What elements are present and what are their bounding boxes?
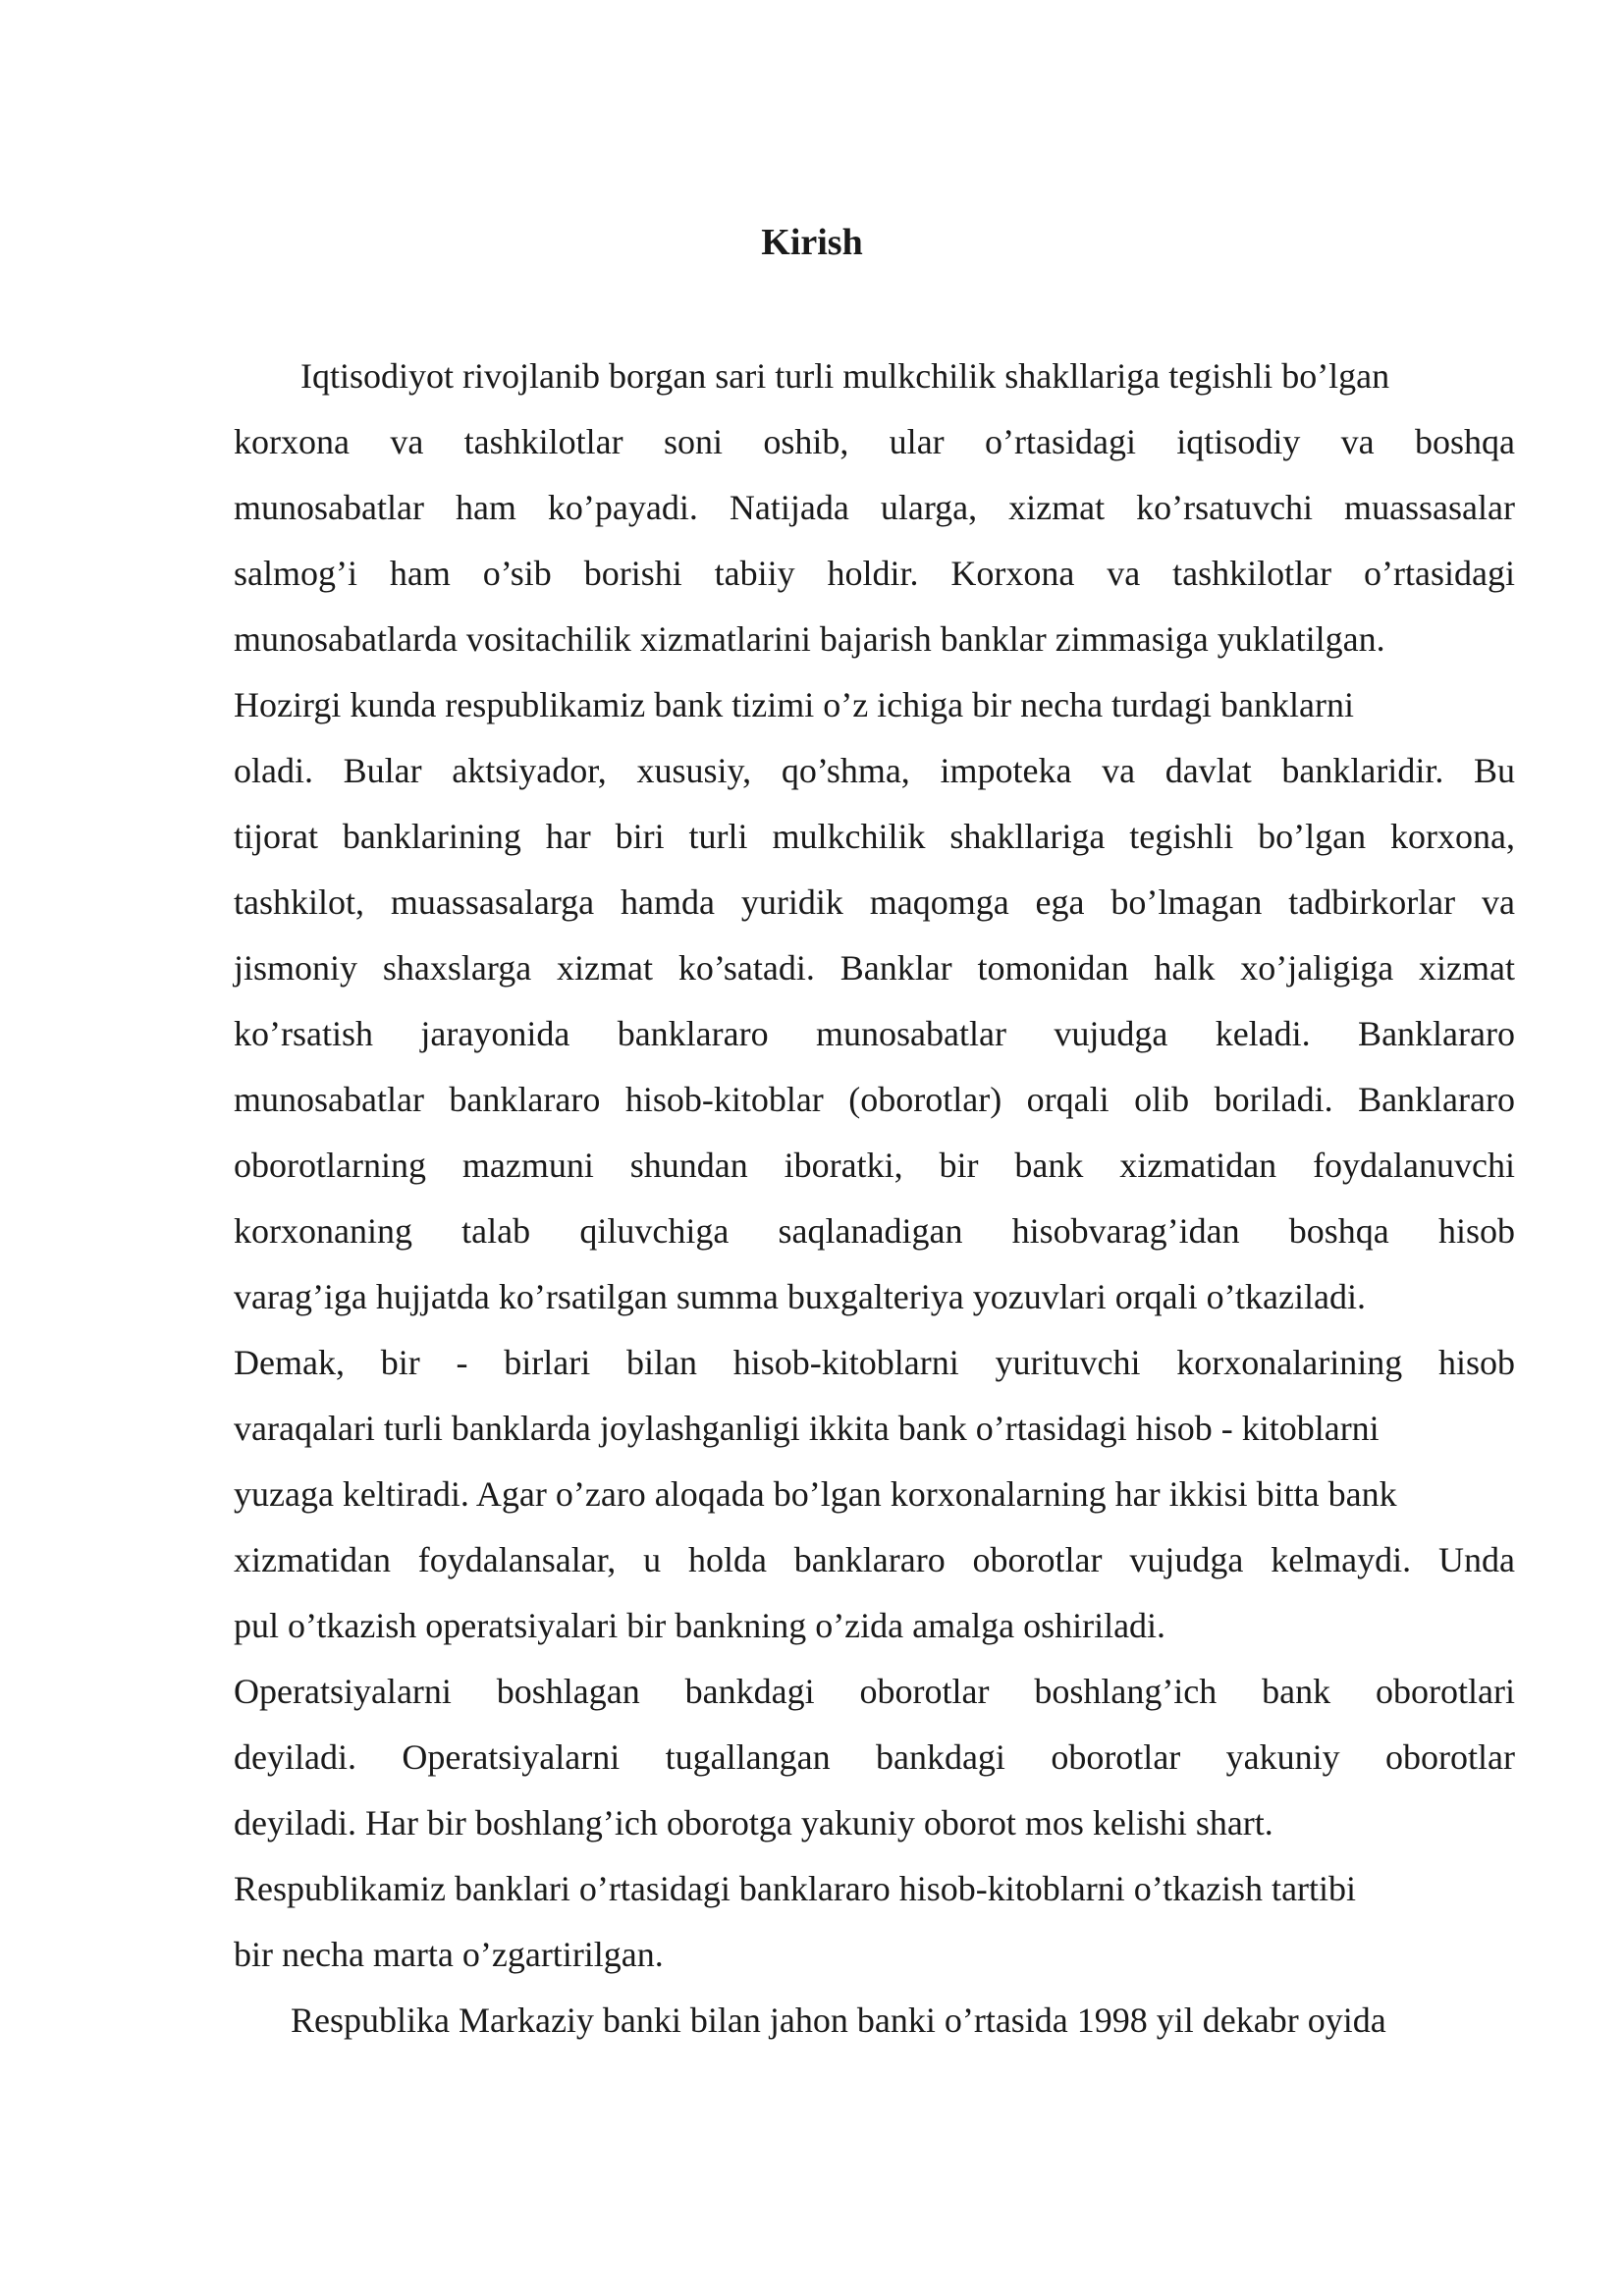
text-line-4: salmog’i ham o’sib borishi tabiiy holdir. Korxona va tashkilotlar o’rtasidagi (234, 554, 1515, 593)
text-line-1: Iqtisodiyot rivojlanib borgan sari turli mulkchilik shakllariga tegishli bo’lgan (300, 356, 1390, 396)
text-line-20: pul o’tkazish operatsiyalari bir bankning o’zida amalga oshiriladi. (234, 1606, 1166, 1645)
text-line-22: deyiladi. Operatsiyalarni tugallangan bankdagi oborotlar yakuniy oborotlar (234, 1737, 1515, 1777)
text-line-24: Respublikamiz banklari o’rtasidagi banklararo hisob-kitoblarni o’tkazish tartibi (234, 1869, 1357, 1908)
text-line-19: xizmatidan foydalansalar, u holda banklararo oborotlar vujudga kelmaydi. Unda (234, 1540, 1515, 1579)
text-line-25: bir necha marta o’zgartirilgan. (234, 1935, 664, 1974)
text-line-6: Hozirgi kunda respublikamiz bank tizimi o’z ichiga bir necha turdagi banklarni (234, 685, 1354, 724)
text-line-18: yuzaga keltiradi. Agar o’zaro aloqada bo’lgan korxonalarning har ikkisi bitta bank (234, 1474, 1397, 1514)
text-line-11: ko’rsatish jarayonida banklararo munosabatlar vujudga keladi. Banklararo (234, 1014, 1515, 1053)
text-line-13: oborotlarning mazmuni shundan iboratki, bir bank xizmatidan foydalanuvchi (234, 1146, 1515, 1185)
text-line-7: oladi. Bular aktsiyador, xususiy, qo’shma, impoteka va davlat banklaridir. Bu (234, 751, 1515, 790)
page-title: Kirish (761, 222, 863, 263)
text-line-10: jismoniy shaxslarga xizmat ko’satadi. Banklar tomonidan halk xo’jaligiga xizmat (234, 948, 1515, 988)
text-line-15: varag’iga hujjatda ko’rsatilgan summa buxgalteriya yozuvlari orqali o’tkaziladi. (234, 1277, 1366, 1316)
text-line-16: Demak, bir - birlari bilan hisob-kitoblarni yurituvchi korxonalarining hisob (234, 1343, 1515, 1382)
text-line-2: korxona va tashkilotlar soni oshib, ular o’rtasidagi iqtisodiy va boshqa (234, 422, 1515, 461)
text-line-3: munosabatlar ham ko’payadi. Natijada ularga, xizmat ko’rsatuvchi muassasalar (234, 488, 1515, 527)
text-line-21: Operatsiyalarni boshlagan bankdagi oborotlar boshlang’ich bank oborotlari (234, 1672, 1515, 1711)
text-line-12: munosabatlar banklararo hisob-kitoblar (oborotlar) orqali olib boriladi. Banklararo (234, 1080, 1515, 1119)
text-line-14: korxonaning talab qiluvchiga saqlanadigan hisobvarag’idan boshqa hisob (234, 1211, 1515, 1251)
text-line-26: Respublika Markaziy banki bilan jahon banki o’rtasida 1998 yil dekabr oyida (291, 2001, 1386, 2040)
text-line-5: munosabatlarda vositachilik xizmatlarini bajarish banklar zimmasiga yuklatilgan. (234, 619, 1385, 659)
text-line-8: tijorat banklarining har biri turli mulkchilik shakllariga tegishli bo’lgan korxona, (234, 817, 1515, 856)
text-line-17: varaqalari turli banklarda joylashganligi ikkita bank o’rtasidagi hisob - kitoblarni (234, 1409, 1380, 1448)
text-line-9: tashkilot, muassasalarga hamda yuridik maqomga ega bo’lmagan tadbirkorlar va (234, 882, 1515, 922)
text-line-23: deyiladi. Har bir boshlang’ich oborotga yakuniy oborot mos kelishi shart. (234, 1803, 1273, 1842)
